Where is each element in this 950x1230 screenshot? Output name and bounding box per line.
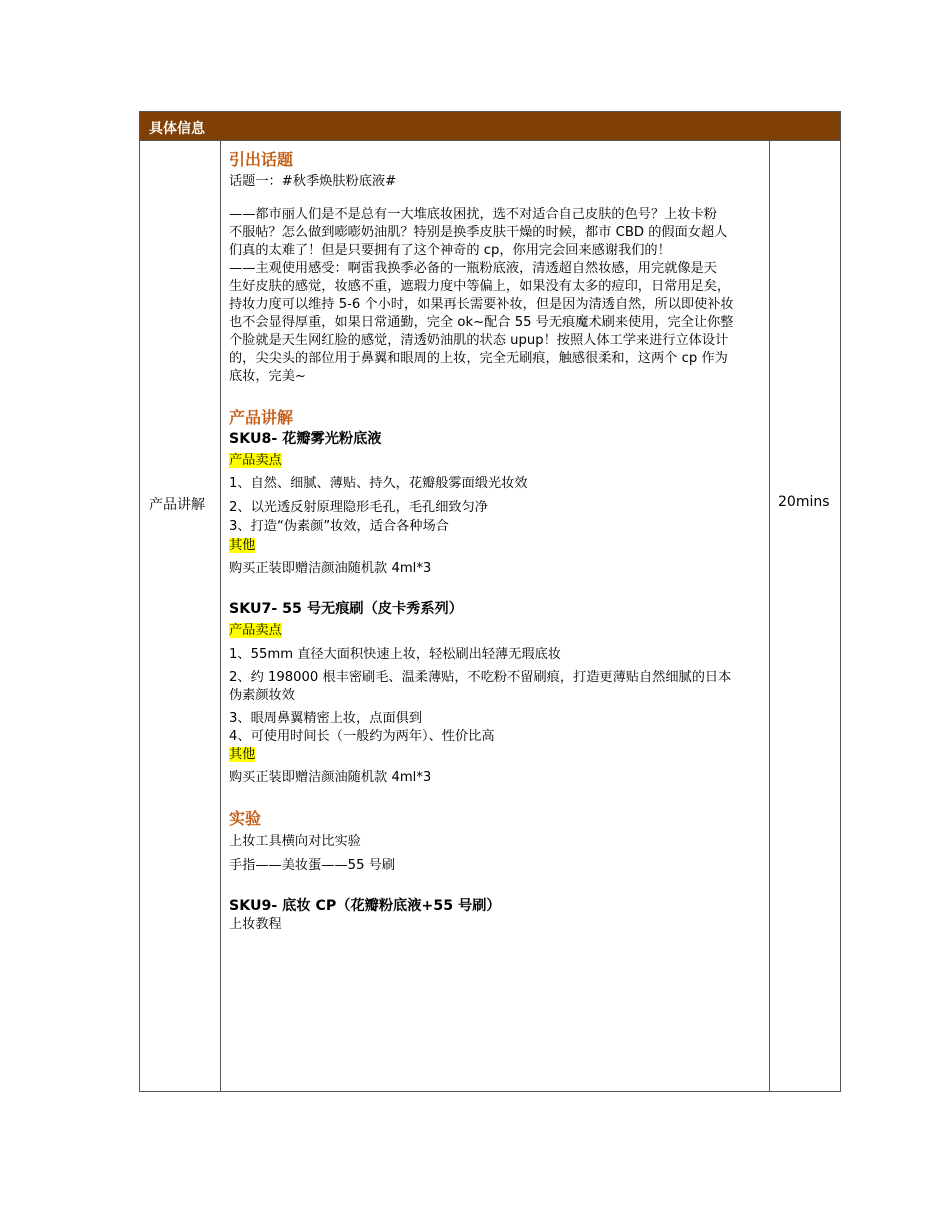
- experiment-line: 上妆工具横向对比实验: [229, 834, 361, 849]
- table-header-title: 具体信息: [149, 121, 205, 137]
- sku7-point: 4、可使用时间长（一般约为两年）、性价比高: [229, 729, 495, 744]
- sku7-selling-label: 产品卖点: [229, 623, 282, 638]
- sku9-desc: 上妆教程: [229, 917, 282, 932]
- sku8-selling-label: 产品卖点: [229, 453, 282, 468]
- segment-label: 产品讲解: [149, 497, 205, 513]
- intro-para2-line: 的，尖尖头的部位用于鼻翼和眼周的上妆，完全无刷痕，触感很柔和，这两个 cp 作为: [229, 351, 728, 366]
- intro-para2-line: 持妆力度可以维持 5-6 个小时，如果再长需要补妆，但是因为清透自然，所以即使补妆: [229, 297, 734, 312]
- sku8-other: 购买正装即赠洁颜油随机款 4ml*3: [229, 561, 432, 576]
- intro-para2-line: 也不会显得厚重，如果日常通勤，完全 ok~配合 55 号无痕魔术刷来使用，完全让你整: [229, 315, 734, 330]
- sku8-point: 1、自然、细腻、薄贴、持久，花瓣般雾面缎光妆效: [229, 476, 528, 491]
- sku7-other: 购买正装即赠洁颜油随机款 4ml*3: [229, 770, 432, 785]
- intro-para2-line: 生好皮肤的感觉，妆感不重，遮瑕力度中等偏上，如果没有太多的痘印，日常用足矣，: [229, 279, 731, 294]
- sku8-other-label: 其他: [229, 538, 256, 553]
- intro-section-title: 引出话题: [229, 150, 294, 169]
- sku9-name: SKU9- 底妆 CP（花瓣粉底液+55 号刷）: [229, 898, 501, 914]
- intro-para1-line: 不服帖？怎么做到嘭嘭奶油肌？特别是换季皮肤干燥的时候，都市 CBD 的假面女超人: [229, 225, 728, 240]
- info-table: [139, 111, 841, 1092]
- sku7-point: 2、约 198000 根丰密刷毛、温柔薄贴，不吃粉不留刷痕，打造更薄贴自然细腻的日本: [229, 670, 732, 685]
- intro-para2-line: 个脸就是天生网红脸的感觉，清透奶油肌的状态 upup！按照人体工学来进行立体设计: [229, 333, 729, 348]
- intro-topic: 话题一：#秋季焕肤粉底液#: [229, 174, 397, 189]
- experiment-line: 手指——美妆蛋——55 号刷: [229, 858, 396, 873]
- sku7-other-label: 其他: [229, 747, 256, 762]
- duration-label: 20mins: [778, 494, 830, 510]
- sku7-point: 1、55mm 直径大面积快速上妆，轻松刷出轻薄无瑕底妆: [229, 647, 561, 662]
- intro-para1-line: 们真的太难了！但是只要拥有了这个神奇的 cp，你用完会回来感谢我们的！: [229, 243, 671, 258]
- intro-para2-line: 底妆，完美~: [229, 369, 306, 384]
- table-header: [140, 112, 840, 141]
- left-column-cell: [140, 141, 221, 1091]
- product-section-title: 产品讲解: [229, 408, 294, 427]
- experiment-section-title: 实验: [229, 809, 262, 828]
- sku8-point: 3、打造“伪素颜”妆效，适合各种场合: [229, 519, 449, 534]
- sku8-name: SKU8- 花瓣雾光粉底液: [229, 431, 382, 447]
- sku7-name: SKU7- 55 号无痕刷（皮卡秀系列）: [229, 601, 463, 617]
- intro-para1-line: ——都市丽人们是不是总有一大堆底妆困扰，选不对适合自己皮肤的色号？上妆卡粉: [229, 207, 717, 222]
- right-column-cell: [769, 141, 840, 1091]
- sku7-point: 3、眼周鼻翼精密上妆，点面俱到: [229, 711, 423, 726]
- intro-para2-line: ——主观使用感受：啊雷我换季必备的一瓶粉底液，清透超自然妆感，用完就像是天: [229, 261, 717, 276]
- sku8-point: 2、以光透反射原理隐形毛孔，毛孔细致匀净: [229, 500, 488, 515]
- sku7-point: 伪素颜妆效: [229, 688, 295, 703]
